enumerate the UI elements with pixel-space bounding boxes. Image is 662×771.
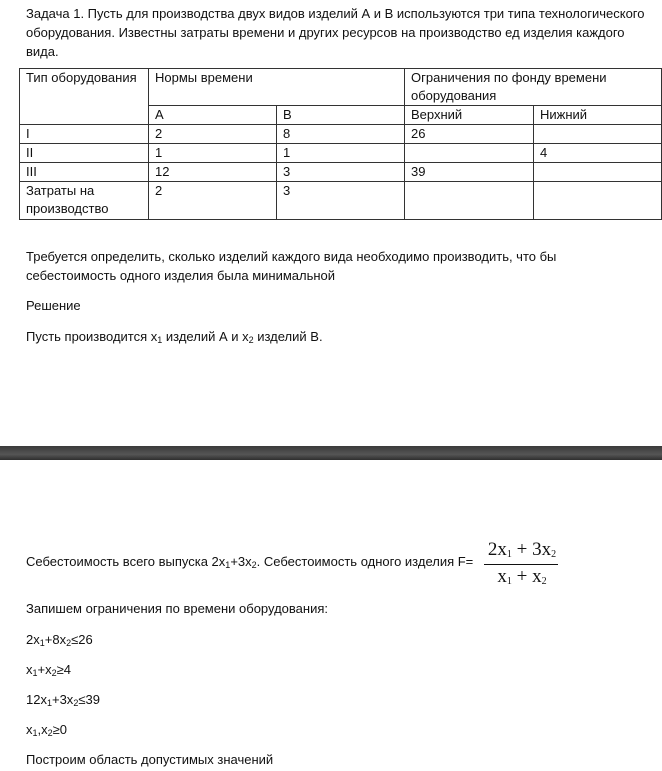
constraint-1: $2x_1+8x_2\le 26$ <box>26 632 93 648</box>
cell-upper: 39 <box>405 163 534 182</box>
row-name: II <box>20 144 149 163</box>
resource-table <box>19 68 662 220</box>
task-paragraph: Требуется определить, сколько изделий каждого вида необходимо производить, что бы себестоимость одного изделия была минимальной <box>26 249 557 283</box>
constraints-heading: Запишем ограничения по времени оборудования: <box>26 601 328 616</box>
last-paragraph: Построим область допустимых значений <box>26 752 274 767</box>
subheader-b: В <box>277 106 405 125</box>
constraint-3: $12x_1+3x_2\le 39$ <box>26 692 100 708</box>
fraction-bar <box>484 564 558 565</box>
header-limits: Ограничения по фонду времени оборудования <box>405 69 662 106</box>
row-name: Затраты на производство <box>20 182 149 220</box>
cell-upper <box>405 144 534 163</box>
cell-b: 1 <box>277 144 405 163</box>
subheader-lower: Нижний <box>534 106 662 125</box>
cost-formula <box>482 539 562 591</box>
header-equipment-type: Тип оборудования <box>20 69 149 125</box>
cell-b: 8 <box>277 125 405 144</box>
solution-heading: Решение <box>26 298 81 313</box>
formula-numerator: $2x_1 + 3x_2$ <box>487 539 557 560</box>
let-paragraph: Пусть производится $x_1$ изделий А и $x_2$ изделий В. <box>26 329 323 345</box>
cell-upper: 26 <box>405 125 534 144</box>
cell-lower <box>534 125 662 144</box>
subheader-a: А <box>149 106 277 125</box>
constraint-4: $x_1,x_2\ge 0$ <box>26 722 68 738</box>
cell-upper <box>405 182 534 220</box>
table-row <box>20 182 662 220</box>
table-row <box>20 125 662 144</box>
header-time-norms: Нормы времени <box>149 69 405 106</box>
cell-lower <box>534 163 662 182</box>
page-separator <box>0 446 662 460</box>
formula-denominator: $x_1 + x_2$ <box>497 566 547 587</box>
cell-a: 1 <box>149 144 277 163</box>
table-row <box>20 163 662 182</box>
cell-a: 2 <box>149 125 277 144</box>
constraint-2: $x_1+x_2\ge 4$ <box>26 662 71 678</box>
cell-a: 2 <box>149 182 277 220</box>
cost-paragraph: Себестоимость всего выпуска $2x_1+3x_2$. Себестоимость одного изделия F= <box>26 554 474 570</box>
cell-lower <box>534 182 662 220</box>
row-name: III <box>20 163 149 182</box>
subheader-upper: Верхний <box>405 106 534 125</box>
row-name: I <box>20 125 149 144</box>
table-row <box>20 144 662 163</box>
cell-a: 12 <box>149 163 277 182</box>
cell-lower: 4 <box>534 144 662 163</box>
cell-b: 3 <box>277 182 405 220</box>
cell-b: 3 <box>277 163 405 182</box>
table-header-row <box>20 69 662 106</box>
intro-paragraph: Задача 1. Пусть для производства двух видов изделий А и В используются три типа технологического оборудования. Известны затраты времени и других ресурсов на производство ед изделия каждого вида. <box>26 6 645 59</box>
